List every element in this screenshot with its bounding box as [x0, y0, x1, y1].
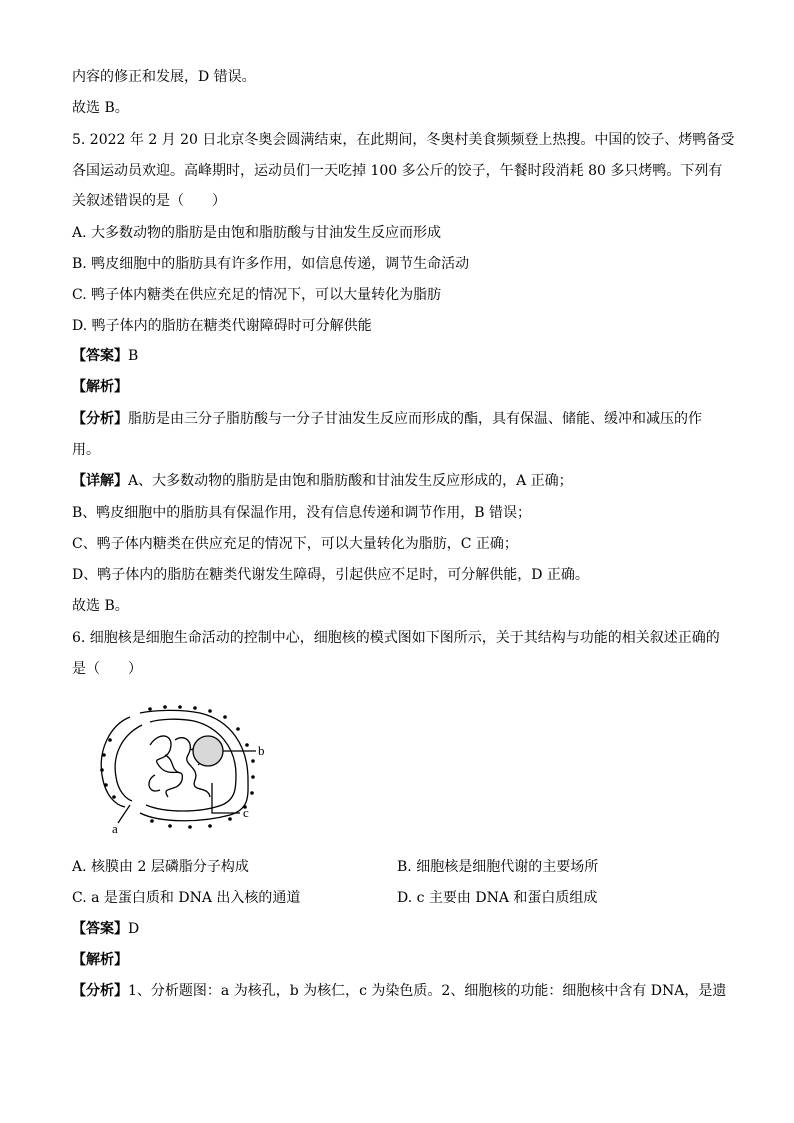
q5-analysis-label: 【解析】: [72, 379, 128, 395]
q5-xiangjie-line-3: C、鸭子体内糖类在供应充足的情况下，可以大量转化为脂肪，C 正确；: [72, 536, 518, 552]
q5-fenxi-text-1: 脂肪是由三分子脂肪酸与一分子甘油发生反应而形成的酯，具有保温、储能、缓冲和减压的作: [128, 411, 702, 427]
q5-fenxi-line-2: 用。: [72, 442, 100, 458]
outer-membrane-right: [140, 710, 248, 820]
nucleus-diagram: [90, 705, 280, 835]
inner-membrane-right: [146, 719, 236, 811]
q5-option-b: B. 鸭皮细胞中的脂肪具有许多作用，如信息传递，调节生命活动: [72, 256, 470, 272]
q5-option-c: C. 鸭子体内糖类在供应充足的情况下，可以大量转化为脂肪: [72, 287, 442, 303]
q5-stem-line-2: 各国运动员欢迎。高峰期时，运动员们一天吃掉 100 多公斤的饺子，午餐时段消耗 80 多只烤鸭。下列有: [72, 163, 723, 179]
q6-option-d: D. c 主要由 DNA 和蛋白质组成: [397, 890, 598, 906]
q5-stem-line-1: 5. 2022 年 2 月 20 日北京冬奥会圆满结束，在此期间，冬奥村美食频频登上热搜。中国的饺子、烤鸭备受: [72, 132, 735, 148]
q6-fenxi-text-1: 1、分析题图：a 为核孔，b 为核仁，c 为染色质。2、细胞核的功能：细胞核中含有 DNA，是遗: [128, 983, 727, 999]
ribosome-dots: [100, 705, 255, 829]
q6-fenxi-tag: 【分析】: [72, 983, 128, 999]
q5-stem-line-3: 关叙述错误的是（ ）: [72, 193, 226, 209]
q5-xiangjie-tag: 【详解】: [72, 473, 128, 489]
q6-option-c: C. a 是蛋白质和 DNA 出入核的通道: [72, 890, 301, 906]
q5-answer-value: B: [128, 348, 139, 364]
inner-membrane-left: [115, 725, 142, 801]
q6-answer-tag: 【答案】: [72, 921, 128, 937]
q6-option-a: A. 核膜由 2 层磷脂分子构成: [72, 859, 249, 875]
q6-fenxi-line-1: [72, 982, 726, 1000]
q5-answer-tag: 【答案】: [72, 348, 128, 364]
q5-fenxi-tag: 【分析】: [72, 411, 128, 427]
q6-analysis-tag: [72, 951, 128, 969]
q5-xiangjie-text-1: A、大多数动物的脂肪是由饱和脂肪酸和甘油发生反应形成的，A 正确；: [128, 473, 573, 489]
q5-option-d: D. 鸭子体内的脂肪在糖类代谢障碍时可分解供能: [72, 318, 372, 334]
figure-label-c: c: [243, 805, 249, 820]
q4-conclusion: 故选 B。: [72, 100, 129, 116]
figure-label-a: a: [112, 821, 118, 835]
q5-analysis-tag: [72, 378, 128, 396]
q5-answer-row: [72, 347, 138, 365]
q5-xiangjie-line-1: [72, 472, 573, 490]
q6-stem-line-2: 是（ ）: [72, 661, 142, 677]
q5-option-a: A. 大多数动物的脂肪是由饱和脂肪酸与甘油发生反应而形成: [72, 225, 442, 241]
q6-analysis-label: 【解析】: [72, 952, 128, 968]
q5-xiangjie-line-2: B、鸭皮细胞中的脂肪具有保温作用，没有信息传递和调节作用，B 错误；: [72, 505, 532, 521]
nucleolus: [193, 736, 223, 766]
q6-answer-row: [72, 920, 139, 938]
figure-label-b: b: [258, 743, 265, 758]
q4-tail-line: 内容的修正和发展，D 错误。: [72, 69, 256, 85]
leader-a: [118, 805, 130, 823]
q5-xiangjie-line-4: D、鸭子体内的脂肪在糖类代谢发生障碍，引起供应不足时，可分解供能，D 正确。: [72, 567, 589, 583]
q5-conclusion: 故选 B。: [72, 598, 129, 614]
q5-fenxi-line-1: [72, 410, 702, 428]
q6-stem-line-1: 6. 细胞核是细胞生命活动的控制中心，细胞核的模式图如下图所示，关于其结构与功能的相关叙述正确的: [72, 630, 720, 646]
q6-option-b: B. 细胞核是细胞代谢的主要场所: [397, 859, 599, 875]
q6-answer-value: D: [128, 921, 140, 937]
